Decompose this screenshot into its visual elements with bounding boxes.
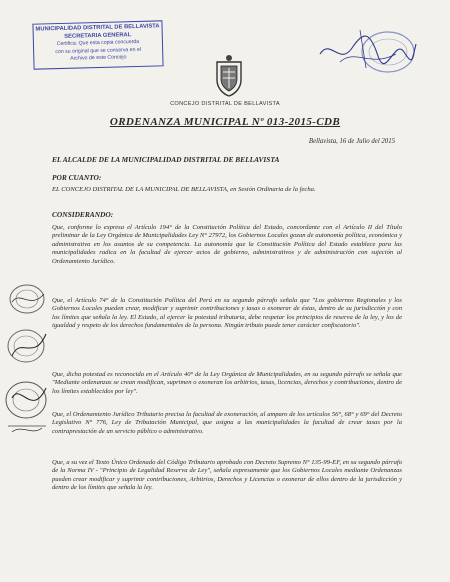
margin-stamp-3 xyxy=(2,374,52,438)
stamp-line-3: Certifica: Que esta copia concuerda xyxy=(56,39,140,48)
paragraph-2: Que, el Artículo 74° de la Constitución Política del Perú en su segundo párrafo señala que "Los gobiernos Regionales y los Gobiernos Locales pueden crear, modificar y suprimir contribuciones y tasas o exonerar de éstas, dentro de su jurisdicción y con los límites que señala la ley. El Estado, al ejercer la potestad tributaria, debe respetar los principios de reserva de la ley, y los de igualdad y respeto de los derechos fundamentales de la persona. Ningún tributo puede tener carácter confiscatorio". xyxy=(52,297,402,330)
certification-stamp xyxy=(32,20,163,69)
paragraph-5: Que, a su vez el Texto Único Ordenado del Código Tributario aprobado con Decreto Supremo N° 135-99-EF, en su segundo párrafo de la Norma IV - "Principio de Legalidad Reserva de Ley", señala expresamente que los Gobiernos Locales mediante Ordenanzas pueden crear modificar y suprimir contribuciones, Arbitrios, Derechos y Licencias o exonerar de ellos dentro de la jurisdicción y dentro de los límites que señala la ley. xyxy=(52,459,402,492)
paragraph-3: Que, dicha potestad es reconocida en el Artículo 40° de la Ley Orgánica de Municipalidades, en su segundo párrafo se señala que "Mediante ordenanzas se crean modifican, suprimen o exoneran los arbitrios, tasas, licencias, derechos y contribuciones, dentro de los límites establecidos por ley". xyxy=(52,371,402,395)
considerando-heading: CONSIDERANDO: xyxy=(52,210,114,219)
por-cuanto-heading: POR CUANTO: xyxy=(52,173,102,182)
council-name: CONCEJO DISTRITAL DE BELLAVISTA xyxy=(170,101,280,107)
document-date: Bellavista, 16 de Julio del 2015 xyxy=(308,138,395,145)
stamp-line-5: Archivo de este Concejo xyxy=(70,54,127,63)
ordinance-title: ORDENANZA MUNICIPAL Nº 013-2015-CDB xyxy=(109,116,341,128)
stamp-line-1: MUNICIPALIDAD DISTRITAL DE BELLAVISTA xyxy=(35,23,160,33)
mayor-heading: EL ALCALDE DE LA MUNICIPALIDAD DISTRITAL DE BELLAVISTA xyxy=(52,155,280,164)
council-paragraph: EL CONCEJO DISTRITAL DE LA MUNICIPAL DE BELLAVISTA, en Sesión Ordinaria de la fecha. xyxy=(52,186,316,193)
stamp-line-4: con su original que se conserva en el xyxy=(55,46,142,55)
paragraph-1: Que, conforme lo expresa el Artículo 194° de la Constitución Política del Estado, concordante con el Artículo II del Título preliminar de la Ley Orgánica de Municipalidades Ley N° 27972, los Gobiernos Locales gozan de autonomía política, económica y administrativa en los asuntos de su competencia. La autonomía que la Constitución Política del Estado establece para las municipalidades radica en la facultad de ejercer actos de gobierno, administrativos y de administración con sujeción al Ordenamiento Jurídico. xyxy=(52,224,402,265)
margin-stamp-2 xyxy=(4,326,50,366)
stamp-line-2: SECRETARIA GENERAL xyxy=(64,31,132,40)
margin-stamp-1 xyxy=(6,282,48,316)
municipal-crest-icon xyxy=(213,54,245,98)
signature-stamp-top xyxy=(300,18,420,78)
paragraph-4: Que, el Ordenamiento Jurídico Tributario precisa la facultad de exoneración, al amparo de los artículos 56°, 68° y 69° del Decreto Legislativo N° 776, Ley de Tributación Municipal, que asigna a las municipalidades la facultad de crear tasas por la contraprestación de un servicio público o administrativo. xyxy=(52,411,402,435)
